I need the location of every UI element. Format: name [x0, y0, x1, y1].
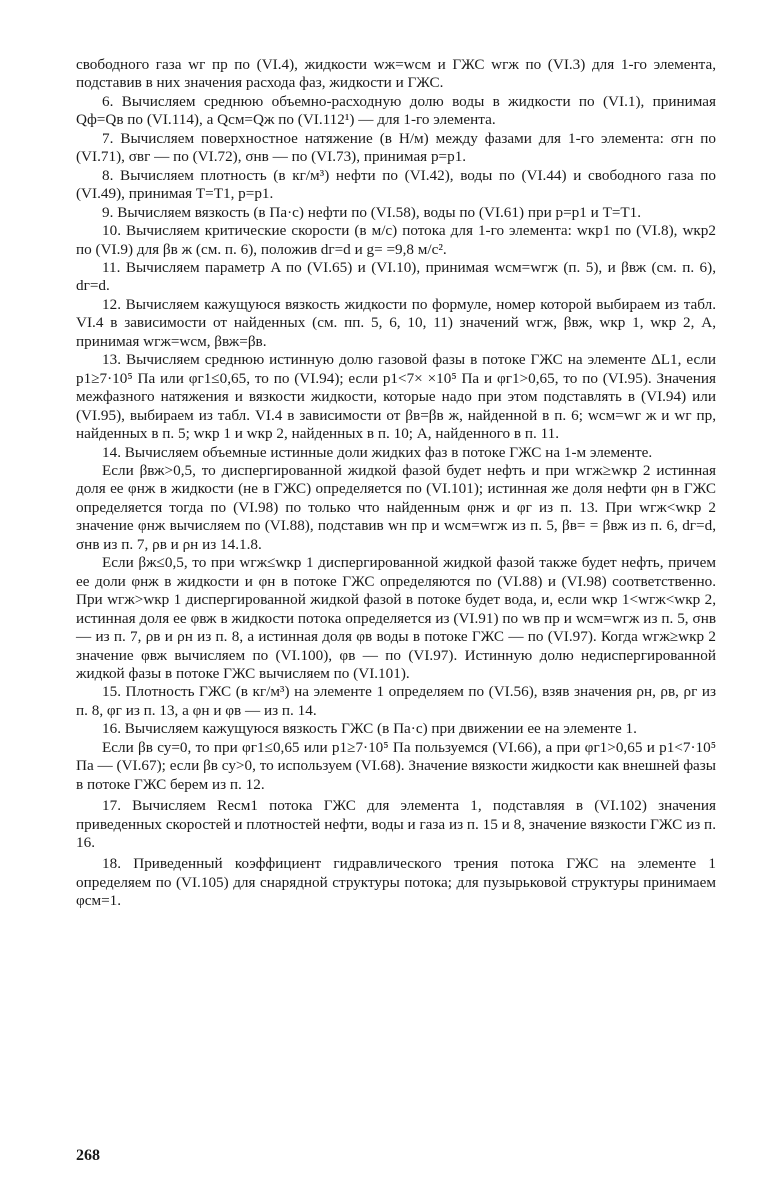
paragraph-13: 15. Плотность ГЖС (в кг/м³) на элементе 1 определяем по (VI.56), взяв значения ρн, ρв, ρг из п. 8, φг из п. 13, а φн и φв — из п. 14. — [76, 683, 716, 719]
paragraph-4: 8. Вычисляем плотность (в кг/м³) нефти по (VI.42), воды по (VI.44) и свободного газа по (VI.49), принимая T=T1, p=p1. — [76, 166, 716, 203]
paragraph-5: 9. Вычисляем вязкость (в Па·с) нефти по (VI.58), воды по (VI.61) при p=p1 и T=T1. — [102, 203, 642, 221]
page-number: 268 — [76, 1147, 100, 1164]
paragraph-10: 14. Вычисляем объемные истинные доли жидких фаз в потоке ГЖС на 1-м элементе. — [102, 443, 653, 461]
paragraph-7: 11. Вычисляем параметр A по (VI.65) и (VI.10), принимая wсм=wгж (п. 5), и βвж (см. п. 6), dг=d. — [76, 258, 716, 295]
paragraph-12: Если βж≤0,5, то при wгж≤wкр 1 диспергированной жидкой фазой также будет нефть, причем ее доли φнж в жидкости и φн в потоке ГЖС определяются по (VI.88) и (VI.98) соответственно. При wгж>wкр 1 диспергированной жидкой фазой в потоке будет вода, и, если wкр 1<wгж<wкр 2, истинная доля ее φвж в жидкости потока определяется из (VI.91) по wв пр и wсм=wгж из п. 5, σнв — из п. 7, ρв и ρн из п. 8, а истинная доля φв воды в потоке ГЖС — по (VI.97). Когда wгж≥wкр 2 значение φвж вычисляем по (VI.100), φв — по (VI.97). Истинную долю недиспергированной жидкой фазы в потоке ГЖС вычисляем по (VI.101). — [76, 554, 716, 682]
paragraph-9: 13. Вычисляем среднюю истинную долю газовой фазы в потоке ГЖС на элементе ΔL1, если p1≥7·10⁵ Па или φг1≤0,65, то по (VI.94); если p1<7× ×10⁵ Па и φг1>0,65, то по (VI.95). Значения межфазного натяжения и вязкости жидкости, которые надо при этом подставлять в (VI.94) или (VI.95), выбираем из табл. VI.4 в зависимости от βв=βв ж, найденной в п. 6; wсм=wг ж и wг пр, найденных в п. 5; wкр 1 и wкр 2, найденных в п. 10; A, найденного в п. 11. — [76, 351, 716, 443]
paragraph-8: 12. Вычисляем кажущуюся вязкость жидкости по формуле, номер которой выбираем из табл. VI.4 в зависимости от найденных (см. пп. 5, 6, 10, 11) значений wгж, βвж, wкр 1, wкр 2, A, принимая wгж=wсм, βвж=βв. — [76, 295, 716, 350]
paragraph-11: Если βвж>0,5, то диспергированной жидкой фазой будет нефть и при wгж≥wкр 2 истинная доля ее φнж в жидкости (не в ГЖС) определяется по (VI.101); истинная же доля нефти φн в ГЖС определяется тогда по (VI.98) по только что найденным φнж и φг из п. 13. При wгж<wкр 2 значение φнж вычисляем по (VI.88), подставив wн пр и wсм=wгж из п. 5, βв= = βвж из п. 6, dг=d, σнв из п. 7, ρв и ρн из 14.1.8. — [76, 461, 716, 553]
paragraph-15: Если βв су=0, то при φг1≤0,65 или p1≥7·10⁵ Па пользуемся (VI.66), а при φг1>0,65 и p1<7·10⁵ Па — (VI.67); если βв су>0, то используем (VI.68). Значение вязкости жидкости как внешней фазы в потоке ГЖС берем из п. 12. — [76, 738, 716, 793]
paragraph-17: 18. Приведенный коэффициент гидравлического трения потока ГЖС на элементе 1 определяем по (VI.105) для снарядной структуры потока; для пузырьковой структуры принимаем φсм=1. — [76, 855, 716, 910]
paragraph-1: свободного газа wг пр по (VI.4), жидкости wж=wсм и ГЖС wгж по (VI.3) для 1-го элемента, подставив в них значения расхода фаз, жидкости и ГЖС. — [76, 56, 716, 92]
page-text — [76, 56, 716, 911]
paragraph-2: 6. Вычисляем среднюю объемно-расходную долю воды в жидкости по (VI.1), принимая Qф=Qв по (VI.114), а Qсм=Qж по (VI.112¹) — для 1-го элемента. — [76, 92, 716, 129]
paragraph-14: 16. Вычисляем кажущуюся вязкость ГЖС (в Па·с) при движении ее на элементе 1. — [102, 720, 637, 738]
paragraph-3: 7. Вычисляем поверхностное натяжение (в Н/м) между фазами для 1-го элемента: σгн по (VI.71), σвг — по (VI.72), σнв — по (VI.73), принимая p=p1. — [76, 129, 716, 166]
paragraph-16: 17. Вычисляем Reсм1 потока ГЖС для элемента 1, подставляя в (VI.102) значения приведенных скоростей и плотностей нефти, воды и газа из п. 15 и 8, значение вязкости ГЖС из п. 16. — [76, 797, 716, 852]
paragraph-6: 10. Вычисляем критические скорости (в м/с) потока для 1-го элемента: wкр1 по (VI.8), wкр2 по (VI.9) для βв ж (см. п. 6), положив dг=d и g= =9,8 м/с². — [76, 222, 716, 258]
